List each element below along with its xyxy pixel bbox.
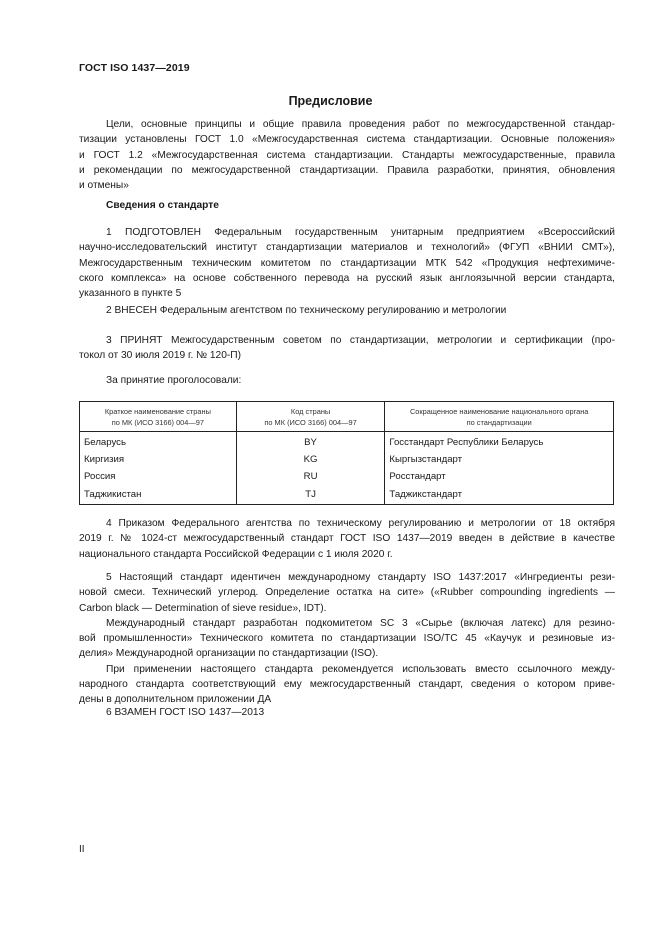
- section-heading: Сведения о стандарте: [106, 200, 219, 211]
- country-cell: Россия: [80, 468, 237, 485]
- table-row: [80, 485, 614, 505]
- item-3-paragraph: [79, 333, 615, 364]
- text-line: народного стандарта соответствующий ему межгосударственный стандарт, сведения о котором приве-: [79, 679, 615, 691]
- text-line: указанного в пункте 5: [79, 288, 182, 300]
- text-line: 4 Приказом Федерального агентства по техническому регулированию и метрологии от 18 октября: [106, 518, 615, 529]
- text-line: За принятие проголосовали:: [106, 375, 242, 386]
- text-line: 1 ПОДГОТОВЛЕН Федеральным государственным унитарным предприятием «Всероссийский: [106, 227, 615, 238]
- table-header-row: [80, 402, 614, 432]
- item-1-paragraph: [79, 225, 615, 301]
- text-line: ского комплекса» на основе собственного перевода на русский язык англоязычной версии стандарта,: [79, 272, 615, 284]
- text-line: При применении настоящего стандарта рекомендуется использовать вместо ссылочного между-: [106, 663, 615, 675]
- text-line: тизации установлены ГОСТ 1.0 «Межгосударственная система стандартизации. Основные положения»: [79, 134, 615, 146]
- text-line: Международный стандарт разработан подкомитетом SC 3 «Сырье (включая латекс) для резино-: [106, 617, 615, 629]
- item-2-paragraph: [79, 303, 615, 318]
- text-line: научно-исследовательский институт стандартизации материалов и технологий» (ФГУП «ВНИИ СМТ»),: [79, 242, 615, 254]
- text-line: Carbon black — Determination of sieve residue», IDT).: [79, 602, 327, 614]
- code-cell: KG: [236, 451, 385, 468]
- body-cell: Госстандарт Республики Беларусь: [385, 432, 614, 452]
- page-number: II: [79, 844, 85, 855]
- text-line: вой промышленности» Технического комитета по стандартизации ISO/TC 45 «Каучук и резиновые из-: [79, 633, 615, 645]
- body-cell: Таджикстандарт: [385, 485, 614, 505]
- document-header: ГОСТ ISO 1437—2019: [79, 62, 190, 74]
- text-line: и ГОСТ 1.2 «Межгосударственная система стандартизации. Стандарты межгосударственные, правила: [79, 149, 615, 161]
- table-row: [80, 451, 614, 468]
- page-title: Предисловие: [288, 94, 373, 108]
- text-line: национального стандарта Российской Федерации с 1 июля 2020 г.: [79, 548, 393, 560]
- table-row: [80, 432, 614, 452]
- text-line: 6 ВЗАМЕН ГОСТ ISO 1437—2013: [106, 707, 265, 718]
- text-line: 2019 г. № 1024-ст межгосударственный стандарт ГОСТ ISO 1437—2019 введен в действие в качестве: [79, 533, 615, 545]
- item-4-paragraph: [79, 516, 615, 562]
- intro-paragraph: [79, 117, 615, 193]
- table-row: [80, 468, 614, 485]
- text-line: 3 ПРИНЯТ Межгосударственным советом по стандартизации, метрологии и сертификации (про-: [106, 335, 615, 346]
- text-line: делия» Международной организации по стандартизации (ISO).: [79, 648, 379, 660]
- item-5-paragraph: [79, 570, 615, 708]
- country-cell: Беларусь: [80, 432, 237, 452]
- item-6-paragraph: [79, 705, 615, 720]
- text-line: новой смеси. Технический углерод. Определение остатка на сите» («Rubber compounding ingredients —: [79, 587, 615, 599]
- code-cell: BY: [236, 432, 385, 452]
- code-cell: RU: [236, 468, 385, 485]
- text-line: и рекомендации по межгосударственной стандартизации. Правила разработки, принятия, обновления: [79, 164, 615, 176]
- country-cell: Киргизия: [80, 451, 237, 468]
- text-line: Цели, основные принципы и общие правила проведения работ по межгосударственной стандар-: [106, 119, 615, 130]
- voting-table: [79, 401, 614, 505]
- body-cell: Росстандарт: [385, 468, 614, 485]
- column-header-code: Код страны по МК (ИСО 3166) 004—97: [236, 402, 385, 432]
- body-cell: Кыргызстандарт: [385, 451, 614, 468]
- country-cell: Таджикистан: [80, 485, 237, 505]
- text-line: 2 ВНЕСЕН Федеральным агентством по техническому регулированию и метрологии: [106, 305, 507, 316]
- text-line: и отмены»: [79, 180, 129, 192]
- text-line: дены в дополнительном приложении ДА: [79, 694, 272, 706]
- text-line: Межгосударственным техническим комитетом по стандартизации МТК 542 «Продукция нефтехимиче-: [79, 257, 615, 269]
- text-line: 5 Настоящий стандарт идентичен международному стандарту ISO 1437:2017 «Ингредиенты рези-: [106, 572, 615, 583]
- column-header-body: Сокращенное наименование национального органа по стандартизации: [385, 402, 614, 432]
- column-header-country: Краткое наименование страны по МК (ИСО 3166) 004—97: [80, 402, 237, 432]
- text-line: токол от 30 июля 2019 г. № 120-П): [79, 350, 241, 362]
- voted-label-paragraph: [79, 373, 615, 388]
- code-cell: TJ: [236, 485, 385, 505]
